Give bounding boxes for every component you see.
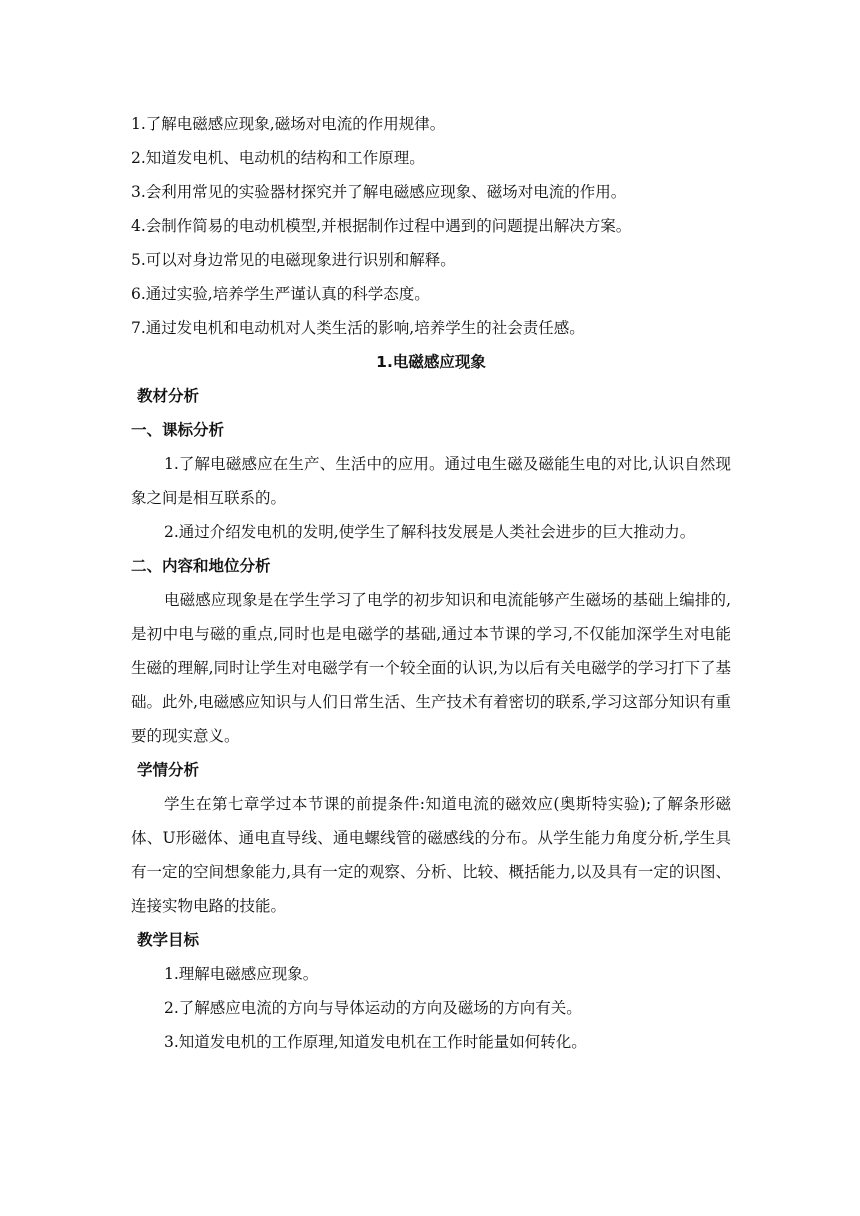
- objective-item: 3.会利用常见的实验器材探究并了解电磁感应现象、磁场对电流的作用。: [131, 183, 627, 201]
- teaching-goals-heading: 教学目标: [137, 931, 200, 949]
- curriculum-paragraph-2: 2.通过介绍发电机的发明,使学生了解科技发展是人类社会进步的巨大推动力。: [164, 523, 696, 541]
- textbook-analysis-heading: 教材分析: [137, 387, 200, 405]
- curriculum-heading: 一、课标分析: [131, 421, 225, 439]
- curriculum-paragraph-1: 1.了解电磁感应在生产、生活中的应用。通过电生磁及磁能生电的对比,认识自然现象之间是相互联系的。: [131, 455, 731, 507]
- objective-item: 2.知道发电机、电动机的结构和工作原理。: [131, 149, 425, 167]
- objective-item: 1.了解电磁感应现象,磁场对电流的作用规律。: [131, 115, 446, 133]
- teaching-goal-item: 2.了解感应电流的方向与导体运动的方向及磁场的方向有关。: [164, 999, 582, 1017]
- content-analysis-paragraph: 电磁感应现象是在学生学习了电学的初步知识和电流能够产生磁场的基础上编排的,是初中电与磁的重点,同时也是电磁学的基础,通过本节课的学习,不仅能加深学生对电能生磁的理解,同时让学生对电磁学有一个较全面的认识,为以后有关电磁学的学习打下了基础。此外,电磁感应知识与人们日常生活、生产技术有着密切的联系,学习这部分知识有重要的现实意义。: [131, 591, 731, 745]
- objective-item: 7.通过发电机和电动机对人类生活的影响,培养学生的社会责任感。: [131, 319, 585, 337]
- teaching-goal-item: 1.理解电磁感应现象。: [164, 965, 319, 983]
- content-analysis-heading: 二、内容和地位分析: [131, 557, 271, 575]
- objective-item: 6.通过实验,培养学生严谨认真的科学态度。: [131, 285, 430, 303]
- teaching-goal-item: 3.知道发电机的工作原理,知道发电机在工作时能量如何转化。: [164, 1033, 587, 1051]
- student-analysis-heading: 学情分析: [137, 761, 200, 779]
- objective-item: 4.会制作简易的电动机模型,并根据制作过程中遇到的问题提出解决方案。: [131, 217, 632, 235]
- student-analysis-paragraph: 学生在第七章学过本节课的前提条件:知道电流的磁效应(奥斯特实验);了解条形磁体、U形磁体、通电直导线、通电螺线管的磁感线的分布。从学生能力角度分析,学生具有一定的空间想象能力,具有一定的观察、分析、比较、概括能力,以及具有一定的识图、连接实物电路的技能。: [131, 795, 731, 915]
- objective-item: 5.可以对身边常见的电磁现象进行识别和解释。: [131, 251, 456, 269]
- document-body: [131, 107, 731, 1059]
- section-title: 1.电磁感应现象: [376, 353, 486, 371]
